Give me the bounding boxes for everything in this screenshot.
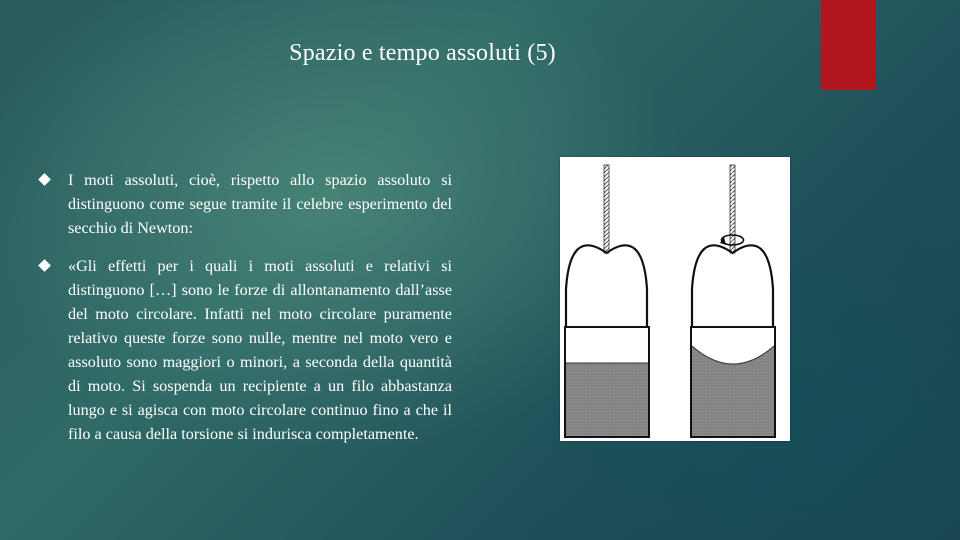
water-flat	[566, 363, 648, 436]
bucket-handle	[566, 245, 647, 327]
bucket-at-rest	[565, 165, 649, 437]
bullet-text: I moti assoluti, cioè, rispetto allo spazio assoluto si distinguono come segue tramite il celebre esperimento del secchio di Newton:	[68, 171, 452, 237]
slide-title: Spazio e tempo assoluti (5)	[289, 40, 556, 66]
bullet-item	[40, 168, 452, 240]
bullet-text: «Gli effetti per i quali i moti assoluti e relativi si distinguono […] sono le forze di allontanamento dall’asse del moto circolare. Infatti nel moto circolare puramente relativo queste forze sono nulle, mentre nel moto vero e assoluto sono maggiori o minori, a seconda della quantità di moto. Si sospenda un recipiente a un filo abbastanza lungo e si agisca con moto circolare continuo fino a che il filo a causa della torsione si indurisca completamente.	[68, 257, 452, 443]
bucket-rotating	[691, 165, 775, 437]
bucket-illustration	[560, 157, 790, 441]
bullet-item	[40, 254, 452, 446]
diamond-icon	[38, 173, 51, 186]
bullet-list	[40, 168, 452, 460]
rope	[730, 165, 735, 253]
rope	[604, 165, 609, 253]
newton-bucket-figure	[560, 157, 790, 441]
diamond-icon	[38, 259, 51, 272]
bucket-handle	[692, 245, 773, 327]
